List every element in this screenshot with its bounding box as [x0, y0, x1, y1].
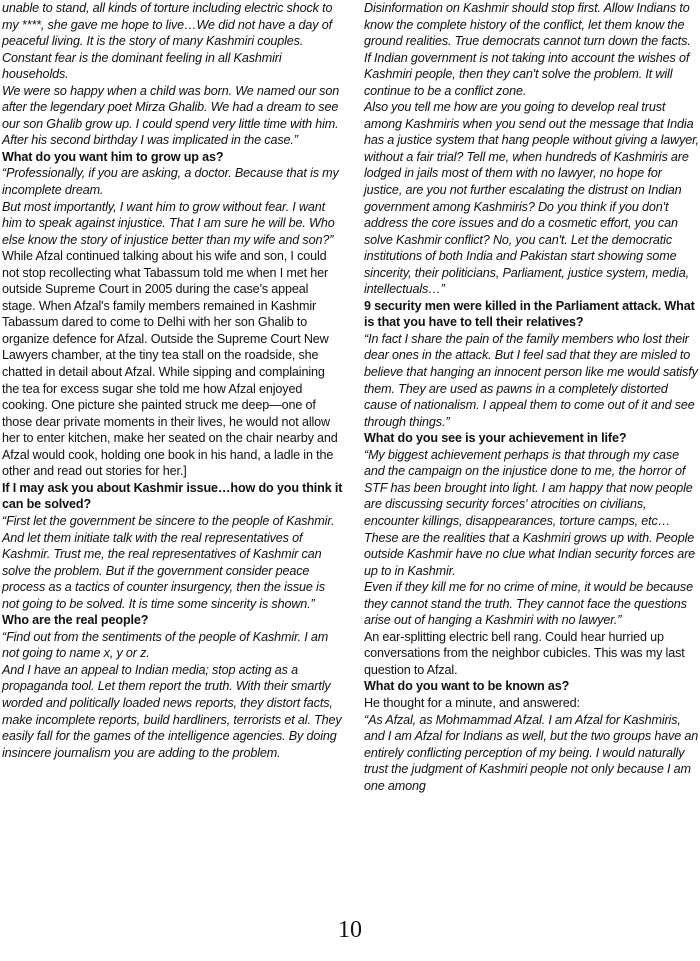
body-paragraph: “Professionally, if you are asking, a doctor. Because that is my incomplete dream. — [2, 166, 339, 198]
interview-question-heading: 9 security men were killed in the Parliament attack. What is that you have to tell their relatives? — [364, 298, 695, 330]
body-paragraph: He thought for a minute, and answered: — [364, 695, 580, 710]
body-paragraph: “As Afzal, as Mohmammad Afzal. I am Afzal for Kashmiris, and I am Afzal for Indians as well, but the two groups have an entirely conflicting perception of my being. I would naturally trust the judgment of Kashmiri people not only because I am one among — [364, 712, 699, 793]
body-paragraph: We were so happy when a child was born. We named our son after the legendary poet Mirza Ghalib. We had a dream to see our son Ghalib grow up. I could spend very little time with him. After his second birthday I was implicated in the case.” — [2, 83, 340, 148]
right-text-column — [350, 0, 700, 794]
interview-question-heading: If I may ask you about Kashmir issue…how do you think it can be solved? — [2, 480, 343, 512]
interview-question-heading: Who are the real people? — [2, 613, 149, 628]
interview-question-heading: What do you want to be known as? — [364, 679, 570, 694]
body-paragraph: “Find out from the sentiments of the people of Kashmir. I am not going to name x, y or z. — [2, 629, 329, 661]
body-paragraph: “My biggest achievement perhaps is that through my case and the campaign on the injustice done to me, the horror of STF has been brought into light. I am happy that now people are discussing security forces' atrocities on civilians, encounter killings, disappearances, torture camps, etc…These are the realities that a Kashmiri grows up with. People outside Kashmir have no clue what Indian security forces are up to in Kashmir. — [364, 447, 696, 578]
body-paragraph: An ear-splitting electric bell rang. Could hear hurried up conversations from the neighbor cubicles. This was my last question to Afzal. — [364, 629, 685, 677]
body-paragraph: Also you tell me how are you going to develop real trust among Kashmiris when you send out the message that India has a justice system that hang people without giving a lawyer, without a fair trial? Tell me, when hundreds of Kashmiris are lodged in jails most of them with no lawyer, no hope for justice, are you not further escalating the distrust on Indian government among Kashmiris? Do you think if you don't address the core issues and do a cosmetic effort, you can solve Kashmir conflict? No, you can't. Let the democratic institutions of both India and Pakistan start showing some sincerity, their politicians, Parliament, justice system, media, intellectuals…” — [364, 100, 699, 297]
body-paragraph: “In fact I share the pain of the family members who lost their dear ones in the attack. But I feel sad that they are misled to believe that hanging an innocent person like me would satisfy them. They are used as pawns in a completely distorted cause of nationalism. I appeal them to come out of it and see through things.” — [364, 331, 698, 429]
body-paragraph: And I have an appeal to Indian media; stop acting as a propaganda tool. Let them report the truth. With their smartly worded and politically loaded news reports, they distort facts, make incomplete reports, build hardliners, terrorists et al. They easily fall for the games of the intelligence agencies. By doing insincere journalism you are adding to the problem. — [2, 662, 342, 760]
left-text-column — [0, 0, 350, 761]
interview-question-heading: What do you see is your achievement in life? — [364, 431, 627, 446]
page-number: 10 — [338, 917, 362, 943]
body-paragraph: But most importantly, I want him to grow without fear. I want him to speak against injustice. That I am sure he will be. Who else know the story of injustice better than my wife and son?” — [2, 199, 335, 247]
body-paragraph: Even if they kill me for no crime of mine, it would be because they cannot stand the truth. They cannot face the questions arise out of hanging a Kashmiri with no lawyer.” — [364, 580, 693, 628]
interview-question-heading: What do you want him to grow up as? — [2, 149, 224, 164]
body-paragraph: Disinformation on Kashmir should stop first. Allow Indians to know the complete history of the conflict, let them know the ground realities. True democrats cannot turn down the facts. If Indian government is not taking into account the wishes of Kashmiri people, then they can't solve the problem. It will continue to be a conflict zone. — [364, 1, 691, 98]
body-paragraph: While Afzal continued talking about his wife and son, I could not stop recollecting what Tabassum told me when I met her outside Supreme Court in 2005 during the case's appeal stage. When Afzal's family members remained in Kashmir Tabassum dared to come to Delhi with her son Ghalib to organize defence for Afzal. Outside the Supreme Court New Lawyers chamber, at the tiny tea stall on the roadside, she chatted in detail about Afzal. While sipping and complaining the tea for excess sugar she told me how Afzal enjoyed cooking. One picture she painted struck me deep—one of those dear private moments in their lives, he would not allow her to enter kitchen, make her seated on the chair nearby and Afzal would cook, holding one book in his hand, a ladle in the other and read out stories for her.] — [2, 249, 338, 479]
body-paragraph: unable to stand, all kinds of torture including electric shock to my ****, she gave me hope to live…We did not have a day of peaceful living. It is the story of many Kashmiri couples. Constant fear is the dominant feeling in all Kashmiri households. — [2, 1, 333, 82]
body-paragraph: “First let the government be sincere to the people of Kashmir. And let them initiate talk with the real representatives of Kashmir. Trust me, the real representatives of Kashmir can solve the problem. But if the government consider peace process as a tactics of counter insurgency, then the issue is not going to be solved. It is time some sincerity is shown.” — [2, 513, 335, 611]
